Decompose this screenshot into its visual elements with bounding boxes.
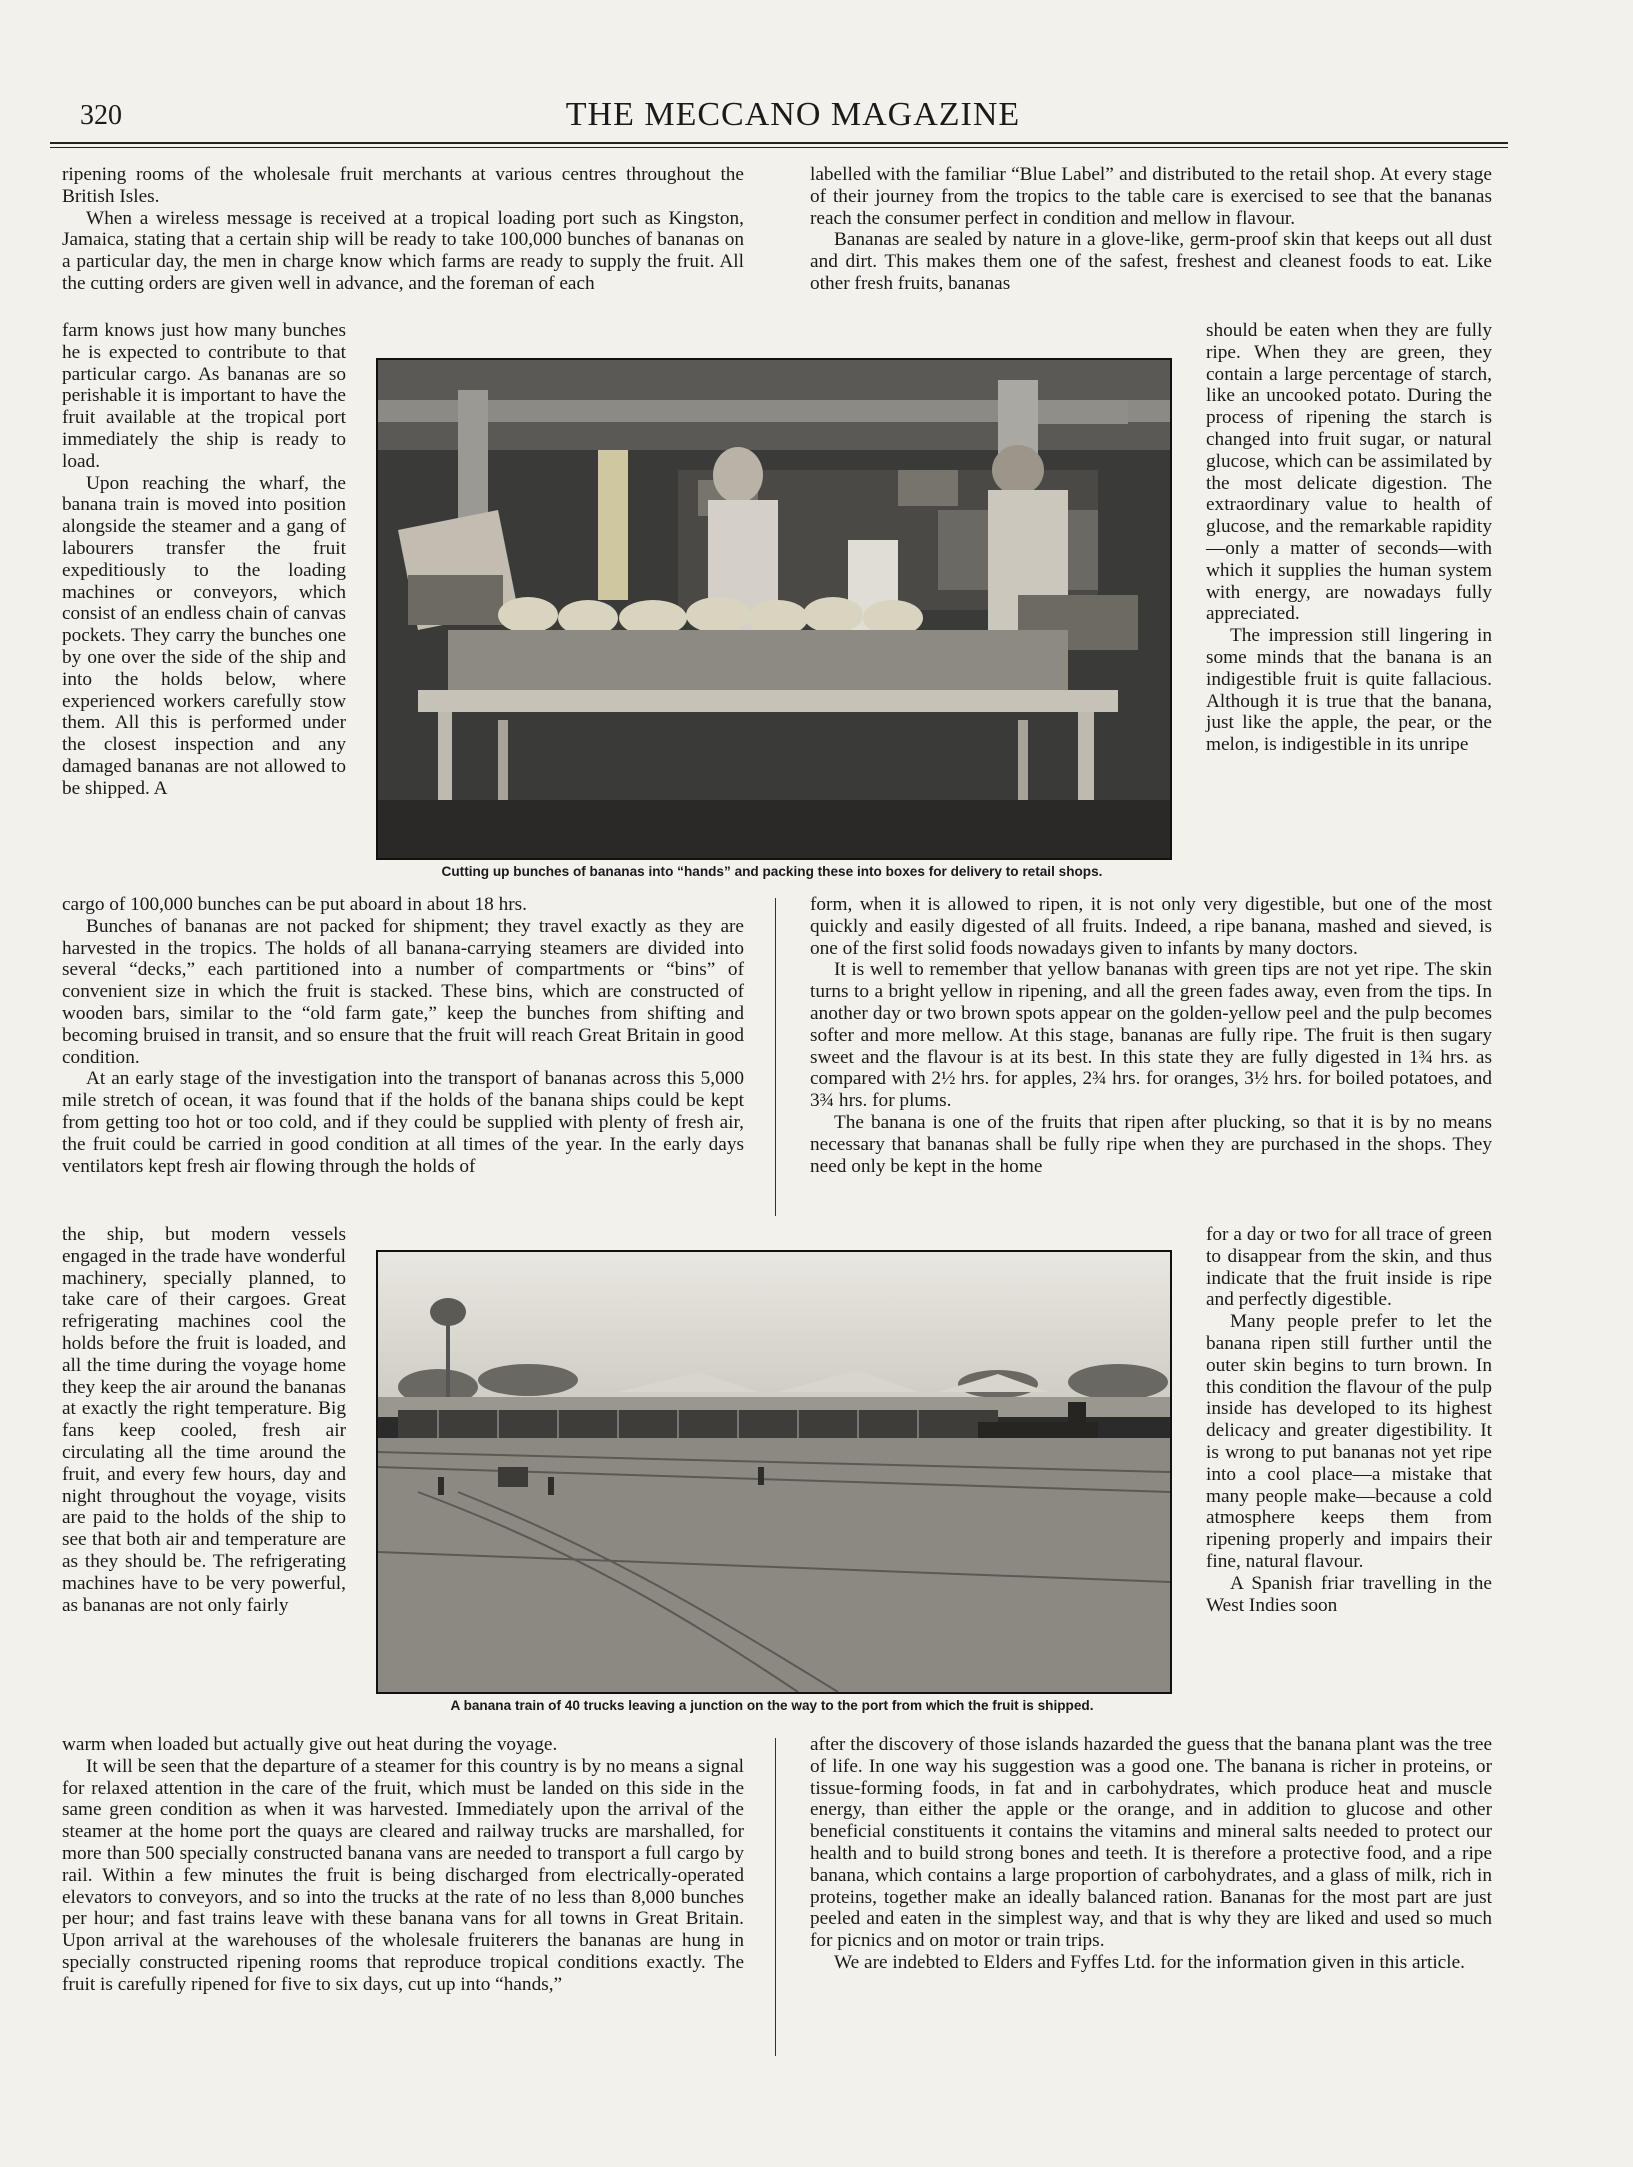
paragraph: It is well to remember that yellow bananas with green tips are not yet ripe. The skin turns to a bright yellow in ripening, and all the green fades away, even from the tips. In another day or two brown spots appear on the golden-yellow peel and the pulp becomes softer and more mellow. At this stage, bananas are fully ripe. The fruit is then sugary sweet and the flavour is at its best. In this state they are fully digested in 1¾ hrs. as compared with 2½ hrs. for apples, 2¾ hrs. for oranges, 3½ hrs. for boiled potatoes, and 3¾ hrs. for plums.: [810, 959, 1492, 1112]
paragraph: We are indebted to Elders and Fyffes Ltd. for the information given in this article.: [834, 1951, 1465, 1973]
photo-caption: Cutting up bunches of bananas into “hands” and packing these into boxes for delivery to retail shops.: [441, 864, 1103, 879]
paragraph: When a wireless message is received at a tropical loading port such as Kingston, Jamaica, stating that a certain ship will be ready to take 100,000 bunches of bananas on a particular day, the men in charge know which farms are ready to supply the fruit. All the cutting orders are given well in advance, and the foreman of each: [62, 207, 744, 294]
page-header: [78, 96, 1508, 136]
photo-caption: A banana train of 40 trucks leaving a junction on the way to the port from which the fruit is shipped.: [450, 1698, 1094, 1713]
left-mid-block: [62, 894, 744, 1177]
magazine-title: THE MECCANO MAGAZINE: [565, 96, 1021, 133]
paragraph: should be eaten when they are fully ripe. When they are green, they contain a large percentage of starch, like an uncooked potato. During the process of ripening the starch is changed into fruit sugar, or natural glucose, which can be assimilated by the most delicate digestion. The extraordinary value to health of glucose, and the remarkable rapidity—only a matter of seconds—with which it supplies the human system with energy, are nowadays fully appreciated.: [1206, 320, 1492, 625]
header-rule: [50, 142, 1508, 144]
paragraph: Many people prefer to let the banana ripen still further until the outer skin begins to turn brown. In this condition the flavour of the pulp inside has developed to its highest delicacy and greater digestibility. It is wrong to put bananas not yet ripe into a cool place—a mistake that many people make—because a cold atmosphere keeps them from ripening properly and impairs their fine, natural flavour.: [1206, 1311, 1492, 1572]
paragraph: Upon reaching the wharf, the banana train is moved into position alongside the steamer and a gang of labourers transfer the fruit expeditiously to the loading machines or conveyors, which consist of an endless chain of canvas pockets. They carry the bunches one by one over the side of the ship and into the holds below, where experienced workers carefully stow them. All this is performed under the closest inspection and any damaged bananas are not allowed to be shipped. A: [62, 472, 346, 799]
paragraph: for a day or two for all trace of green to disappear from the skin, and thus indicate that the fruit inside is ripe and perfectly digestible.: [1206, 1224, 1492, 1311]
left-narrow-block-2: [62, 1224, 346, 1616]
paragraph: cargo of 100,000 bunches can be put aboard in about 18 hrs.: [62, 894, 527, 915]
paragraph: Bananas are sealed by nature in a glove-like, germ-proof skin that keeps out all dust and dirt. This makes them one of the safest, freshest and cleanest foods to eat. Like other fresh fruits, bananas: [810, 229, 1492, 294]
paragraph: form, when it is allowed to ripen, it is not only very digestible, but one of the most quickly and easily digested of all fruits. Indeed, a ripe banana, mashed and sieved, is one of the first solid foods nowadays given to infants by many doctors.: [810, 894, 1492, 959]
paragraph: It will be seen that the departure of a steamer for this country is by no means a signal for relaxed attention in the care of the fruit, which must be landed on this side in the same green condition as when it was harvested. Immediately upon the arrival of the steamer at the home port the quays are cleared and railway trucks are marshalled, for more than 500 specially constructed banana vans are needed to transport a full cargo by rail. Within a few minutes the fruit is being discharged from electrically-operated elevators to conveyors, and so into the trucks at the rate of no less than 8,000 bunches per hour; and fast trains leave with these banana vans for all towns in Great Britain. Upon arrival at the warehouses of the wholesale fruiterers the bananas are hung in specially constructed ripening rooms that reproduce tropical conditions exactly. The fruit is carefully ripened for five to six days, cut up into “hands,”: [62, 1755, 744, 1995]
header-rule-thin: [50, 147, 1508, 148]
paragraph: The impression still lingering in some minds that the banana is an indigestible fruit is quite fallacious. Although it is true that the banana, just like the apple, the pear, or the melon, is indigestible in its unripe: [1206, 625, 1492, 756]
paragraph: warm when loaded but actually give out heat during the voyage.: [62, 1734, 558, 1755]
photo-banana-packing: [376, 358, 1172, 860]
right-narrow-block-1: [1206, 320, 1492, 756]
right-top-block: [810, 164, 1492, 295]
paragraph: The banana is one of the fruits that ripen after plucking, so that it is by no means necessary that bananas shall be fully ripe when they are purchased in the shops. They need only be kept in the home: [810, 1111, 1492, 1177]
paragraph: the ship, but modern vessels engaged in the trade have wonderful machinery, specially planned, to take care of their cargoes. Great refrigerating machines cool the holds before the fruit is loaded, and all the time during the voyage home they keep the air around the bananas at exactly the right temperature. Big fans keep cooled, fresh air circulating all the time around the fruit, and every few hours, day and night throughout the voyage, visits are paid to the holds of the ship to see that both air and temperature are as they should be. The refrigerating machines have to be very powerful, as bananas are not only fairly: [62, 1224, 346, 1616]
column-rule: [775, 1738, 776, 2056]
paragraph: At an early stage of the investigation into the transport of bananas across this 5,000 mile stretch of ocean, it was found that if the holds of the banana ships could be kept from getting too hot or too cold, and if they could be supplied with plenty of fresh air, the fruit could be carried in good condition at all times of the year. In the early days ventilators kept fresh air flowing through the holds of: [62, 1068, 744, 1177]
left-top-block: [62, 164, 744, 295]
left-narrow-block-1: [62, 320, 346, 800]
paragraph: ripening rooms of the wholesale fruit merchants at various centres throughout the British Isles.: [62, 164, 744, 207]
paragraph: A Spanish friar travelling in the West Indies soon: [1206, 1572, 1492, 1616]
column-rule: [775, 898, 776, 1216]
right-narrow-block-2: [1206, 1224, 1492, 1616]
right-bottom-block: [810, 1734, 1492, 1974]
paragraph: Bunches of bananas are not packed for shipment; they travel exactly as they are harvested in the tropics. The holds of all banana-carrying steamers are divided into several “decks,” each partitioned into a number of compartments or “bins” of convenient size in which the fruit is stacked. These bins, which are constructed of wooden bars, similar to the “old farm gate,” keep the bunches from shifting and becoming bruised in transit, and so ensure that the fruit will reach Great Britain in good condition.: [62, 915, 744, 1068]
paragraph: labelled with the familiar “Blue Label” and distributed to the retail shop. At every stage of their journey from the tropics to the table care is exercised to see that the bananas reach the consumer perfect in condition and mellow in flavour.: [810, 164, 1492, 229]
right-mid-block: [810, 894, 1492, 1177]
paragraph: farm knows just how many bunches he is expected to contribute to that particular cargo. As bananas are so perishable it is important to have the fruit available at the tropical port immediately the ship is ready to load.: [62, 320, 346, 472]
paragraph: after the discovery of those islands hazarded the guess that the banana plant was the tree of life. In one way his suggestion was a good one. The banana is richer in proteins, or tissue-forming foods, in fat and in carbohydrates, which produce heat and muscle energy, than either the apple or the orange, and in addition to glucose and other beneficial constituents it contains the vitamins and mineral salts needed to protect our health and to build strong bones and teeth. It is therefore a protective food, and a ripe banana, which contains a large proportion of carbohydrates, and a glass of milk, rich in proteins, together make an ideally balanced ration. Bananas for the most part are just peeled and eaten in the simplest way, and that is why they are liked and used so much for picnics and on motor or train trips.: [810, 1734, 1492, 1952]
photo-banana-train: [376, 1250, 1172, 1694]
left-bottom-block: [62, 1734, 744, 1996]
page-number: 320: [80, 100, 122, 131]
